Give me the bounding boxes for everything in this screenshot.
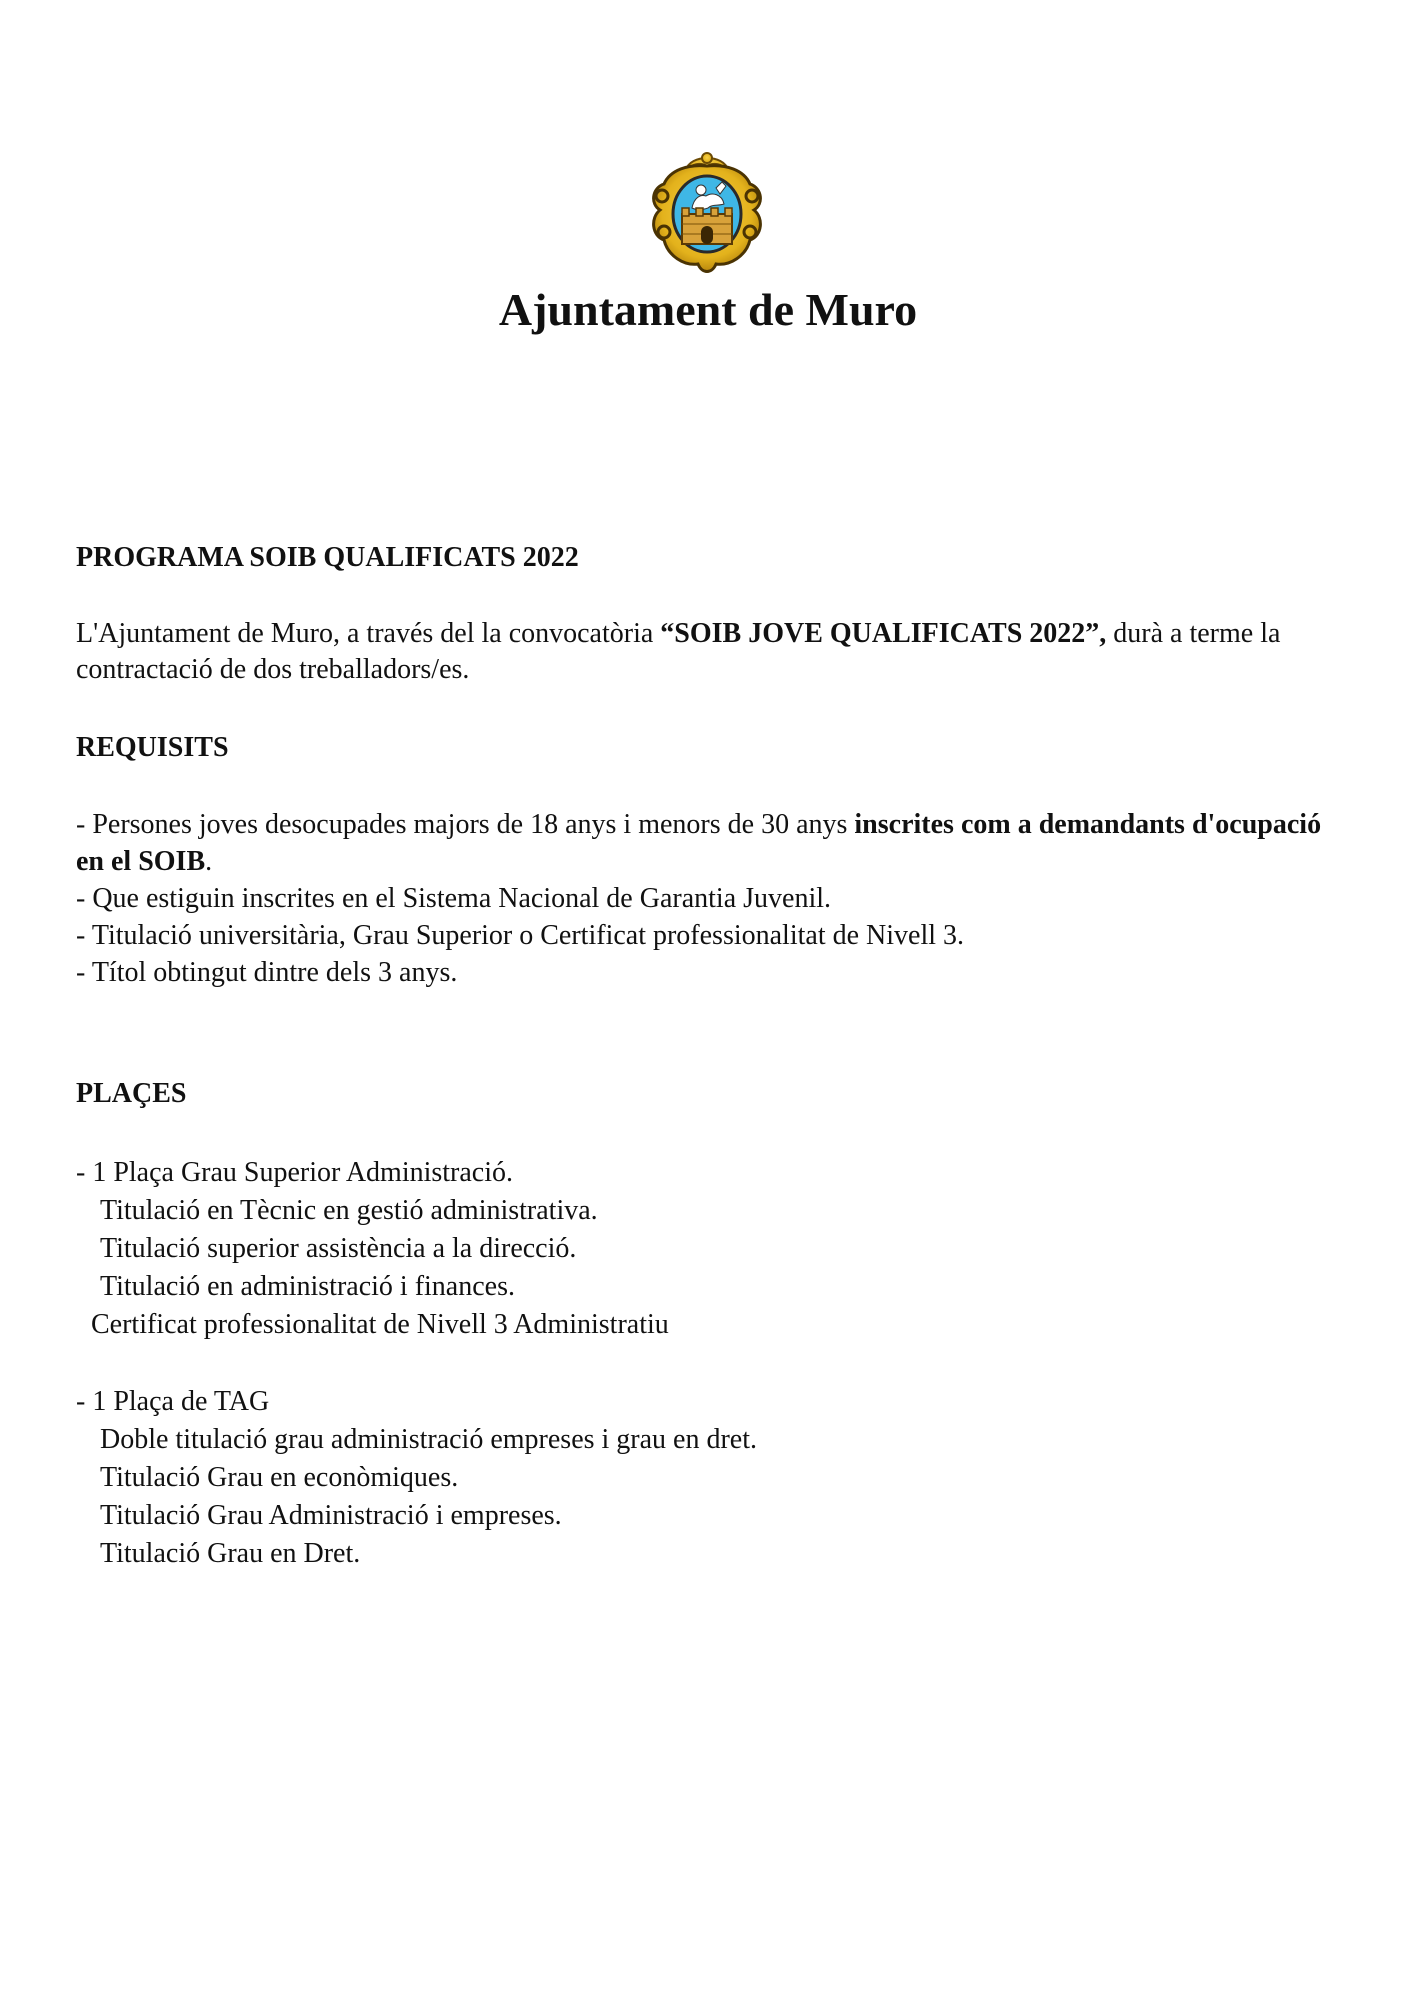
requirement-item — [76, 806, 1356, 880]
place-group-tag — [76, 1383, 1356, 1573]
requirements-heading: REQUISITS — [76, 732, 229, 763]
requirement-item: - Que estiguin inscrites en el Sistema Nacional de Garantia Juvenil. — [76, 883, 832, 914]
place-qualification: Titulació superior assistència a la direcció. — [100, 1233, 577, 1264]
place-qualification: Certificat professionalitat de Nivell 3 Administratiu — [91, 1309, 669, 1340]
document-body — [76, 540, 1356, 1573]
requirement-emphasis: inscrites com a demandants d'ocupació en el SOIB — [76, 809, 1322, 877]
places-heading: PLAÇES — [76, 1078, 187, 1109]
intro-text-end: durà a terme la contractació de dos treballadors/es. — [76, 618, 1281, 685]
requirement-item: - Títol obtingut dintre dels 3 anys. — [76, 957, 458, 988]
place-qualification: Titulació en administració i finances. — [100, 1271, 515, 1302]
program-title: PROGRAMA SOIB QUALIFICATS 2022 — [76, 542, 579, 573]
place-qualification: Titulació Grau en econòmiques. — [100, 1462, 459, 1493]
coat-of-arms-icon — [646, 148, 768, 278]
intro-text-start: L'Ajuntament de Muro, a través del la convocatòria — [76, 618, 661, 649]
place-title: - 1 Plaça de TAG — [76, 1386, 270, 1417]
place-qualification: Doble titulació grau administració empreses i grau en dret. — [100, 1424, 758, 1455]
intro-paragraph — [76, 616, 1356, 688]
place-qualification: Titulació en Tècnic en gestió administrativa. — [100, 1195, 598, 1226]
requirement-item: - Titulació universitària, Grau Superior o Certificat professionalitat de Nivell 3. — [76, 920, 965, 951]
requirement-text-end: . — [205, 846, 213, 877]
place-group-administration — [76, 1154, 1356, 1344]
place-qualification: Titulació Grau Administració i empreses. — [100, 1500, 562, 1531]
call-name: “SOIB JOVE QUALIFICATS 2022”, — [660, 618, 1107, 649]
requirement-text-start: - Persones joves desocupades majors de 18 anys i menors de 30 anys — [76, 809, 855, 840]
requirements-list — [76, 806, 1356, 991]
place-title: - 1 Plaça Grau Superior Administració. — [76, 1157, 514, 1188]
organization-name: Ajuntament de Muro — [498, 284, 918, 335]
place-qualification: Titulació Grau en Dret. — [100, 1538, 361, 1569]
